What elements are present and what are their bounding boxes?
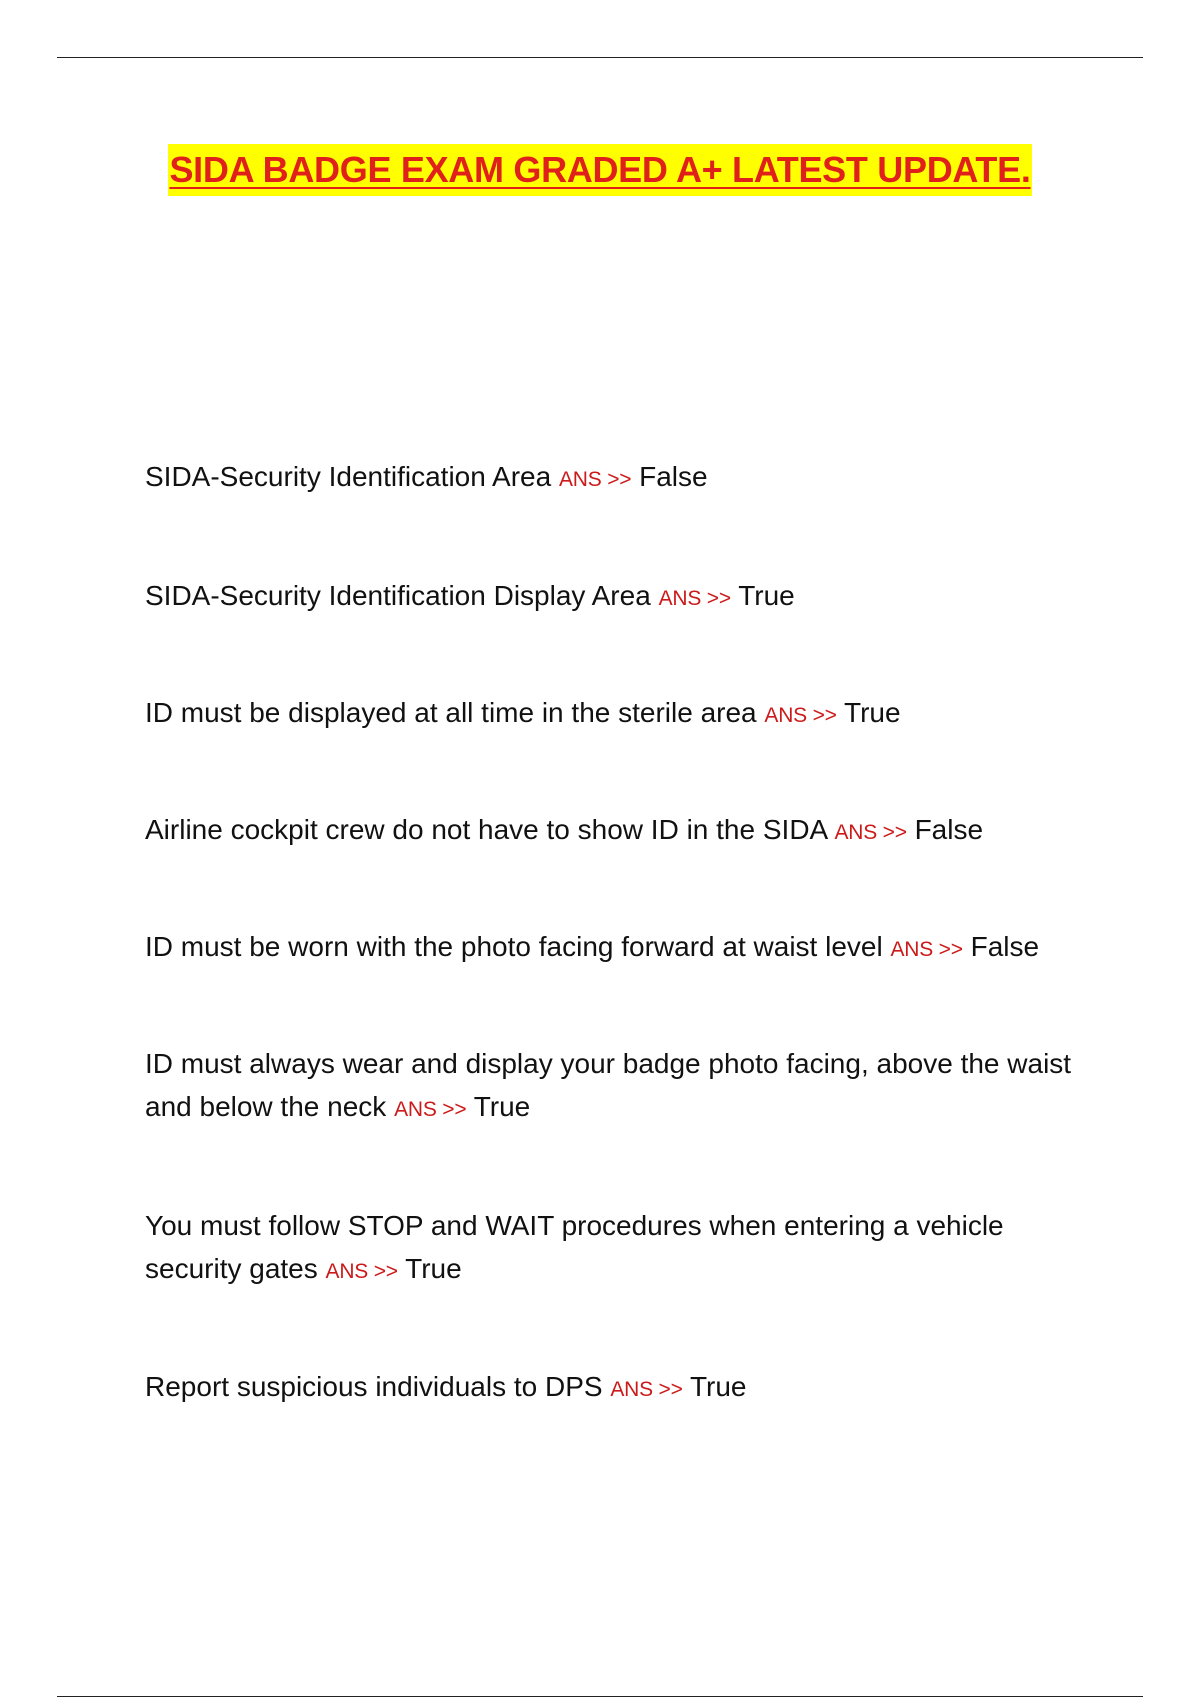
qa-item	[145, 574, 1105, 620]
question-text: SIDA-Security Identification Area	[145, 461, 552, 492]
answer-text: True	[689, 1371, 747, 1402]
question-text: Airline cockpit crew do not have to show ID in the SIDA	[145, 814, 827, 845]
qa-item	[145, 1365, 1105, 1411]
question-text: SIDA-Security Identification Display Area	[145, 580, 651, 611]
answer-marker: ANS >>	[764, 704, 837, 727]
answer-text: True	[738, 580, 795, 611]
answer-text: False	[970, 931, 1040, 962]
qa-item	[145, 925, 1105, 971]
bottom-rule	[57, 1696, 1143, 1697]
qa-item	[145, 1042, 1105, 1131]
question-text: ID must always wear and display your badge photo facing, above the waist and below the neck	[145, 1048, 1072, 1122]
answer-text: False	[639, 461, 708, 492]
question-text: Report suspicious individuals to DPS	[145, 1371, 603, 1402]
answer-marker: ANS >>	[834, 821, 907, 844]
answer-marker: ANS >>	[558, 468, 632, 491]
answer-text: True	[473, 1091, 531, 1122]
document-title: SIDA BADGE EXAM GRADED A+ LATEST UPDATE.	[168, 144, 1031, 196]
title-wrap	[0, 144, 1200, 196]
answer-marker: ANS >>	[890, 938, 963, 961]
answer-marker: ANS >>	[325, 1260, 398, 1283]
answer-marker: ANS >>	[610, 1378, 683, 1401]
answer-marker: ANS >>	[394, 1098, 467, 1121]
qa-item	[145, 808, 1105, 854]
qa-item	[145, 1204, 1105, 1293]
question-text: ID must be worn with the photo facing forward at waist level	[145, 931, 883, 962]
answer-text: False	[914, 814, 984, 845]
top-rule	[57, 57, 1143, 58]
question-text: You must follow STOP and WAIT procedures when entering a vehicle security gates	[145, 1210, 1004, 1284]
question-text: ID must be displayed at all time in the sterile area	[145, 697, 757, 728]
answer-text: True	[844, 697, 901, 728]
qa-item	[145, 691, 1105, 737]
answer-marker: ANS >>	[658, 587, 731, 610]
answer-text: True	[405, 1253, 462, 1284]
qa-item	[145, 455, 1105, 501]
